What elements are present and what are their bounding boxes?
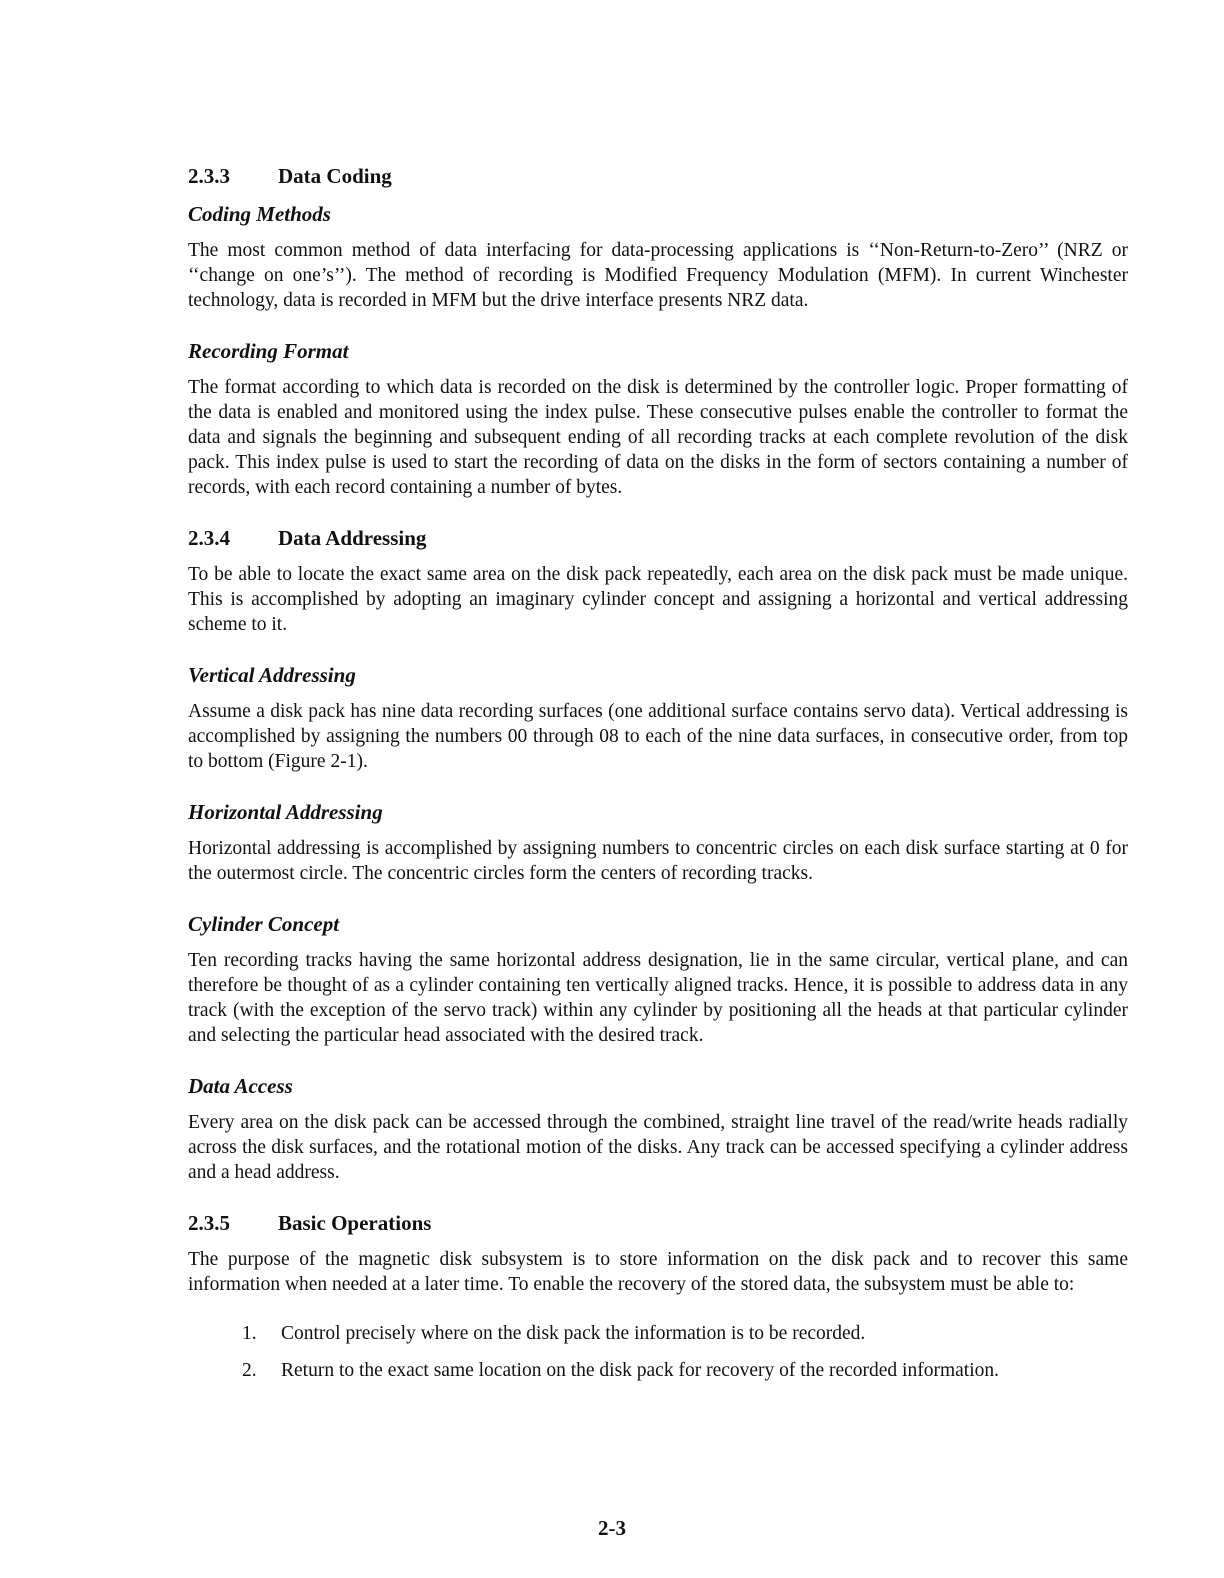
section-heading-data-coding [188, 162, 1128, 190]
section-number: 2.3.4 [188, 526, 230, 550]
subheading-recording-format: Recording Format [188, 339, 349, 363]
page-number: 2-3 [598, 1516, 626, 1540]
list-item-number: 2. [242, 1360, 257, 1381]
paragraph-coding-methods: The most common method of data interfacing for data-processing applications is ‘‘Non-Return-to-Zero’’ (NRZ or ‘‘change on one’s’’). The method of recording is Modified Frequency Modulation (MFM). In current Winchester technology, data is recorded in MFM but the drive interface presents NRZ data. [188, 240, 1128, 311]
section-heading-data-addressing [188, 524, 1128, 552]
paragraph-vertical-addressing: Assume a disk pack has nine data recording surfaces (one additional surface contains servo data). Vertical addressing is accomplished by assigning the numbers 00 through 08 to each of the nine data surfaces, in consecutive order, from top to bottom (Figure 2-1). [188, 701, 1128, 772]
list-item [188, 1321, 1128, 1346]
list-item-text: Control precisely where on the disk pack the information is to be recorded. [281, 1323, 866, 1344]
subheading-data-access: Data Access [188, 1074, 293, 1098]
page-content [188, 162, 1128, 1383]
list-item-number: 1. [242, 1323, 257, 1344]
section-heading-basic-operations [188, 1209, 1128, 1237]
subheading-cylinder-concept: Cylinder Concept [188, 912, 340, 936]
section-title: Data Coding [278, 164, 392, 188]
subheading-coding-methods: Coding Methods [188, 202, 331, 226]
subheading-horizontal-addressing: Horizontal Addressing [188, 800, 383, 824]
list-item-text: Return to the exact same location on the disk pack for recovery of the recorded information. [281, 1360, 999, 1381]
paragraph-basic-operations: The purpose of the magnetic disk subsystem is to store information on the disk pack and to recover this same information when needed at a later time. To enable the recovery of the stored data, the subsystem must be able to: [188, 1249, 1128, 1295]
section-title: Basic Operations [278, 1211, 432, 1235]
requirements-list [188, 1321, 1128, 1383]
section-number: 2.3.3 [188, 164, 230, 188]
paragraph-data-addressing: To be able to locate the exact same area on the disk pack repeatedly, each area on the disk pack must be made unique. This is accomplished by adopting an imaginary cylinder concept and assigning a horizontal and vertical addressing scheme to it. [188, 564, 1128, 635]
paragraph-recording-format: The format according to which data is recorded on the disk is determined by the controller logic. Proper formatting of the data is enabled and monitored using the index pulse. These consecutive pulses enable the controller to format the data and signals the beginning and subsequent ending of all recording tracks at each complete revolution of the disk pack. This index pulse is used to start the recording of data on the disks in the form of sectors containing a number of records, with each record containing a number of bytes. [188, 377, 1128, 498]
list-item [188, 1358, 1128, 1383]
paragraph-data-access: Every area on the disk pack can be accessed through the combined, straight line travel of the read/write heads radially across the disk surfaces, and the rotational motion of the disks. Any track can be accessed specifying a cylinder address and a head address. [188, 1112, 1128, 1183]
subheading-vertical-addressing: Vertical Addressing [188, 663, 356, 687]
section-number: 2.3.5 [188, 1211, 230, 1235]
paragraph-cylinder-concept: Ten recording tracks having the same horizontal address designation, lie in the same circular, vertical plane, and can therefore be thought of as a cylinder containing ten vertically aligned tracks. Hence, it is possible to address data in any track (with the exception of the servo track) within any cylinder by positioning all the heads at that particular cylinder and selecting the particular head associated with the desired track. [188, 950, 1128, 1046]
section-title: Data Addressing [278, 526, 427, 550]
paragraph-horizontal-addressing: Horizontal addressing is accomplished by assigning numbers to concentric circles on each disk surface starting at 0 for the outermost circle. The concentric circles form the centers of recording tracks. [188, 838, 1128, 884]
